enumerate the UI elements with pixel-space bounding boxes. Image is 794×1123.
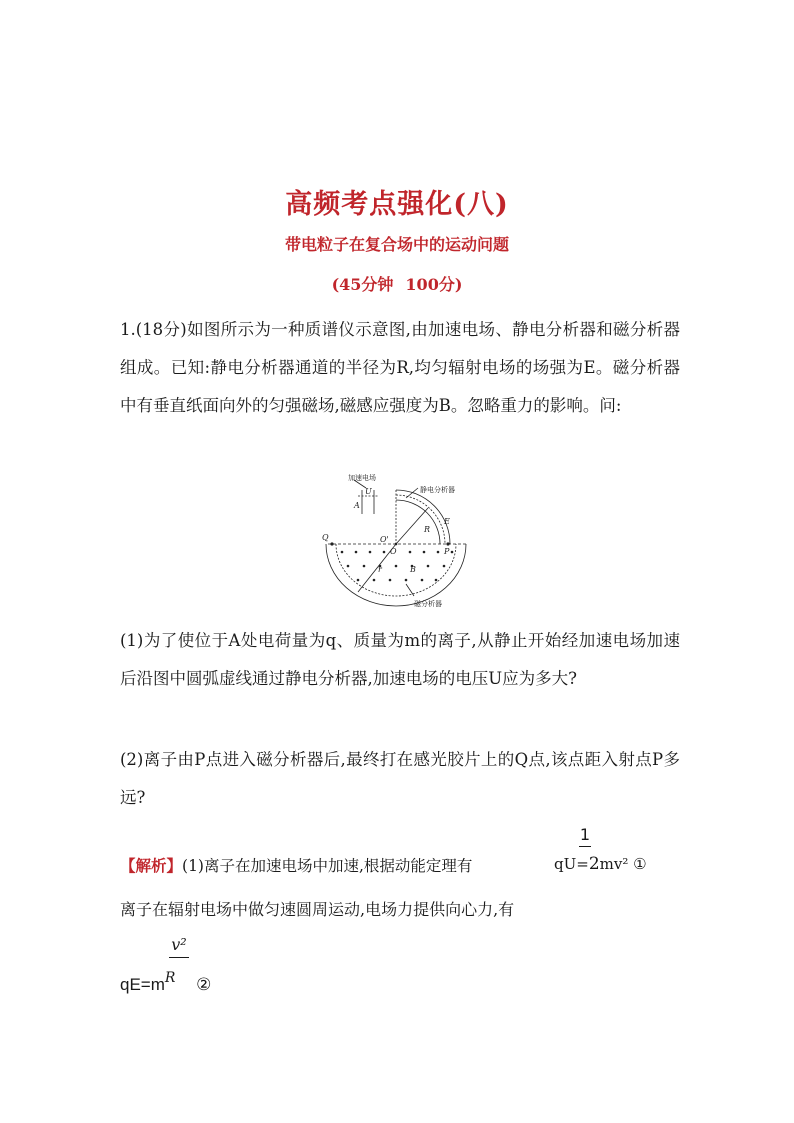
- eq1-right: mv²: [599, 855, 629, 873]
- page-subtitle: 带电粒子在复合场中的运动问题: [284, 235, 509, 254]
- point-P-label: P: [444, 547, 450, 556]
- point-O-prime-label: O': [380, 535, 389, 544]
- point-O-label: O: [390, 547, 397, 556]
- mass-spectrometer-figure: [318, 472, 478, 612]
- equation-2: [120, 970, 212, 995]
- sub-question-2: (2)离子由P点进入磁分析器后,最终打在感光胶片上的Q点,该点距入射点P多远?: [120, 750, 680, 807]
- point-A-label: A: [354, 501, 360, 510]
- analysis-tag: 【解析】: [120, 856, 183, 875]
- analysis-line-1: [120, 854, 472, 876]
- accel-field-label: 加速电场: [348, 474, 376, 482]
- page-title: 高频考点强化(八): [285, 189, 509, 220]
- fraction-bar: [579, 846, 591, 847]
- eq1-left: qU=: [554, 855, 589, 873]
- voltage-U-label: U: [365, 487, 372, 496]
- analysis-text-1: (1)离子在加速电场中加速,根据动能定理有: [182, 857, 473, 875]
- msa-label: 磁分析器: [414, 600, 442, 608]
- analysis-line-2: 离子在辐射电场中做匀速圆周运动,电场力提供向心力,有: [120, 900, 515, 919]
- equation-1: [554, 854, 647, 874]
- fraction-v2-over-R: [168, 935, 190, 961]
- time-limit: (45分钟: [331, 275, 394, 294]
- sub-question-1: (1)为了使位于A处电荷量为q、质量为m的离子,从静止开始经加速电场加速后沿图中圆弧虚线通过静电分析器,加速电场的电压U应为多大?: [120, 631, 680, 688]
- equation-mark-1: ①: [633, 855, 647, 873]
- fraction-one-half: [578, 825, 592, 849]
- fraction-numerator: 1: [579, 825, 591, 844]
- fraction-bar-2: [169, 957, 189, 958]
- radius-r-label: r: [378, 565, 382, 574]
- equation-mark-2: ②: [196, 975, 212, 995]
- field-E-label: E: [444, 517, 450, 526]
- field-B-label: B: [410, 565, 416, 574]
- eq1-denominator: 2: [588, 854, 600, 874]
- eq2-numerator: v²: [171, 935, 187, 954]
- total-score: 100分): [405, 275, 463, 294]
- question-1-stem: 1.(18分)如图所示为一种质谱仪示意图,由加速电场、静电分析器和磁分析器组成。已知:静电分析器通道的半径为R,均匀辐射电场的场强为E。磁分析器中有垂直纸面向外的匀强磁场,磁感应强度为B。忽略重力的影响。问:: [120, 320, 680, 415]
- esa-label: 静电分析器: [420, 486, 455, 494]
- eq2-denominator: R: [164, 970, 176, 986]
- radius-R-label: R: [424, 525, 431, 534]
- point-Q-label: Q: [322, 533, 329, 542]
- eq2-left: qE=m: [120, 975, 165, 994]
- exam-timing: [0, 272, 794, 295]
